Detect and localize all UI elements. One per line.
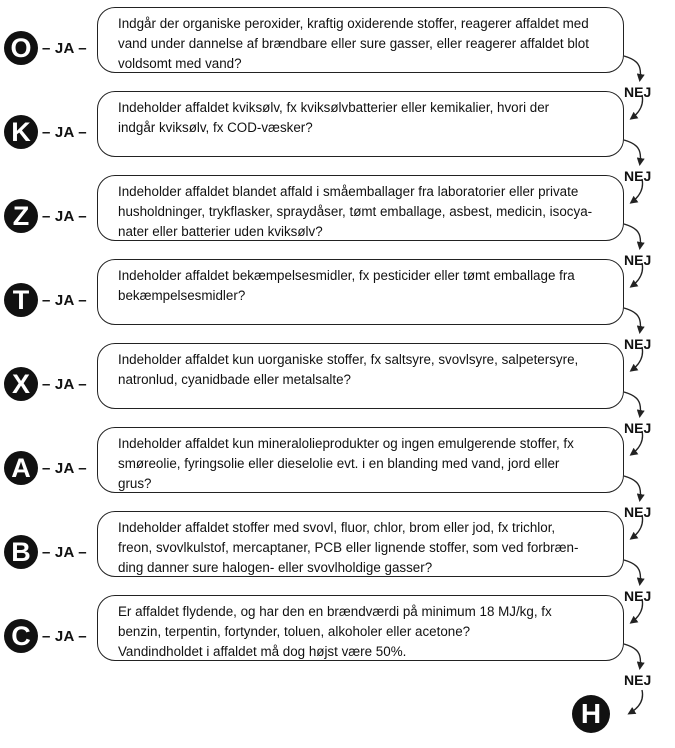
code-badge: A bbox=[4, 451, 38, 485]
no-label: NEJ bbox=[624, 84, 652, 100]
arrow-back-icon bbox=[632, 95, 643, 118]
yes-connector: – JA – bbox=[42, 40, 87, 57]
yes-connector: – JA – bbox=[42, 628, 87, 645]
arrow-back-icon bbox=[632, 347, 643, 370]
step-a bbox=[0, 427, 675, 511]
question-box: Indeholder affaldet kun mineralolieprodukter og ingen emulgerende stoffer, fx smøreolie, fyringsolie eller dieselolie evt. i en blanding med vand, jord eller grus? bbox=[97, 427, 624, 493]
yes-connector: – JA – bbox=[42, 208, 87, 225]
arrow-back-icon bbox=[632, 515, 643, 538]
end-code-badge: H bbox=[572, 695, 610, 733]
arrow-down-icon bbox=[624, 140, 640, 163]
step-o bbox=[0, 7, 675, 91]
no-label: NEJ bbox=[624, 504, 652, 520]
arrow-back-icon bbox=[632, 599, 643, 622]
no-label: NEJ bbox=[624, 168, 652, 184]
code-badge: T bbox=[4, 283, 38, 317]
question-box: Indeholder affaldet stoffer med svovl, fluor, chlor, brom eller jod, fx trichlor, freon, svovlkulstof, mercaptaner, PCB eller lignende stoffer, som ved forbræn- ding danner sure halogen- eller svovlholdige gasser? bbox=[97, 511, 624, 577]
question-box: Indeholder affaldet blandet affald i småemballager fra laboratorier eller private husholdninger, trykflasker, spraydåser, tømt emballage, asbest, medicin, isocya- nater eller batterier uden kviksølv? bbox=[97, 175, 624, 241]
no-label: NEJ bbox=[624, 336, 652, 352]
arrow-back-icon bbox=[630, 690, 643, 713]
question-box: Indeholder affaldet bekæmpelsesmidler, fx pesticider eller tømt emballage fra bekæmpelsesmidler? bbox=[97, 259, 624, 325]
step-t bbox=[0, 259, 675, 343]
no-label: NEJ bbox=[624, 672, 652, 688]
yes-connector: – JA – bbox=[42, 460, 87, 477]
code-badge: B bbox=[4, 535, 38, 569]
no-label: NEJ bbox=[624, 252, 652, 268]
arrow-down-icon bbox=[624, 56, 640, 79]
code-badge: C bbox=[4, 619, 38, 653]
arrow-down-icon bbox=[624, 224, 640, 247]
step-z bbox=[0, 175, 675, 259]
no-label: NEJ bbox=[624, 588, 652, 604]
arrow-back-icon bbox=[632, 431, 643, 454]
no-label: NEJ bbox=[624, 420, 652, 436]
arrow-back-icon bbox=[632, 179, 643, 202]
arrow-down-icon bbox=[624, 392, 640, 415]
yes-connector: – JA – bbox=[42, 292, 87, 309]
code-badge: X bbox=[4, 367, 38, 401]
question-box: Indgår der organiske peroxider, kraftig oxiderende stoffer, reagerer affaldet med vand under dannelse af brændbare eller sure gasser, eller reagerer affaldet blot voldsomt med vand? bbox=[97, 7, 624, 73]
step-k bbox=[0, 91, 675, 175]
step-x bbox=[0, 343, 675, 427]
arrow-down-icon bbox=[624, 308, 640, 331]
yes-connector: – JA – bbox=[42, 124, 87, 141]
question-box: Indeholder affaldet kun uorganiske stoffer, fx saltsyre, svovlsyre, salpetersyre, natronlud, cyanidbade eller metalsalte? bbox=[97, 343, 624, 409]
yes-connector: – JA – bbox=[42, 376, 87, 393]
arrow-back-icon bbox=[632, 263, 643, 286]
arrow-down-icon bbox=[624, 644, 640, 667]
yes-connector: – JA – bbox=[42, 544, 87, 561]
step-c bbox=[0, 595, 675, 679]
code-badge: O bbox=[4, 31, 38, 65]
arrow-down-icon bbox=[624, 476, 640, 499]
no-arrows bbox=[620, 0, 675, 748]
question-box: Er affaldet flydende, og har den en brændværdi på minimum 18 MJ/kg, fx benzin, terpentin, fortynder, toluen, alkoholer eller acetone? Vandindholdet i affaldet må dog højst være 50%. bbox=[97, 595, 624, 661]
arrow-down-icon bbox=[624, 560, 640, 583]
question-box: Indeholder affaldet kviksølv, fx kviksølvbatterier eller kemikalier, hvori der indgår kviksølv, fx COD-væsker? bbox=[97, 91, 624, 157]
code-badge: K bbox=[4, 115, 38, 149]
step-b bbox=[0, 511, 675, 595]
code-badge: Z bbox=[4, 199, 38, 233]
